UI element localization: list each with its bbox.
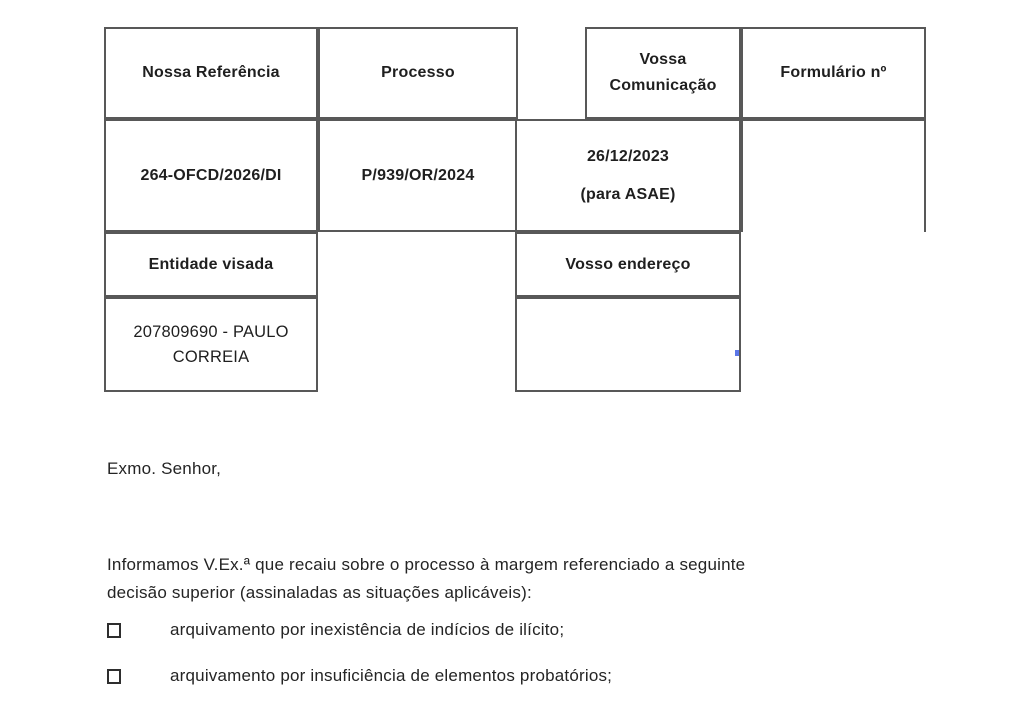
option-label: arquivamento por inexistência de indícios de ilícito; [170,620,565,639]
entidade-visada-value: 207809690 - PAULO CORREIA [133,322,289,366]
option-label: arquivamento por insuficiência de elementos probatórios; [170,666,613,685]
formulario-value-cell [741,119,926,232]
nossa-referencia-header-cell [104,27,318,119]
processo-value-cell [318,119,518,232]
intro-line-1: Informamos V.Ex.ª que recaiu sobre o processo à margem referenciado a seguinte [107,555,746,574]
intro-paragraph [107,551,745,606]
formulario-label: Formulário nº [780,64,887,81]
entidade-visada-value-cell [104,297,318,392]
nossa-referencia-label: Nossa Referência [142,64,280,81]
vossa-comunicacao-value-cell [515,119,741,232]
nossa-referencia-value-cell [104,119,318,232]
salutation-text: Exmo. Senhor, [107,459,222,478]
text-cursor-artifact [735,350,739,356]
vossa-comunicacao-date: 26/12/2023 [586,147,670,165]
vosso-endereco-value-cell [515,297,741,392]
entidade-visada-header-cell [104,232,318,297]
checkbox-icon [107,669,121,684]
intro-line-2: decisão superior (assinaladas as situações aplicáveis): [107,582,532,602]
vossa-comunicacao-note: (para ASAE) [580,185,676,203]
entidade-visada-label: Entidade visada [148,255,274,273]
processo-label: Processo [381,64,455,81]
option-row-arquivamento-insuficiencia [107,666,612,686]
processo-value: P/939/OR/2024 [361,166,475,184]
option-row-arquivamento-inexistencia [107,620,564,640]
processo-header-cell [318,27,518,119]
vosso-endereco-label: Vosso endereço [565,255,691,273]
vossa-comunicacao-header-cell [585,27,741,119]
nossa-referencia-value: 264-OFCD/2026/DI [140,166,282,184]
checkbox-icon [107,623,121,638]
vosso-endereco-header-cell [515,232,741,297]
vossa-comunicacao-label: Vossa Comunicação [609,51,717,94]
formulario-header-cell [741,27,926,119]
